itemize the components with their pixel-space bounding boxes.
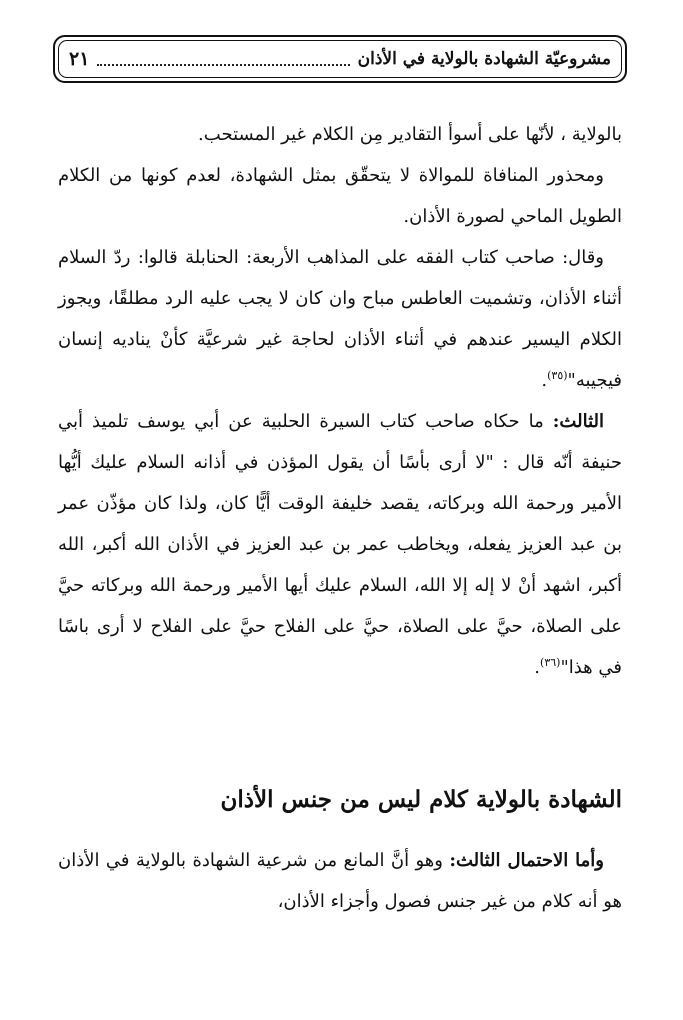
paragraph-3: [58, 237, 622, 401]
footnote-ref-35: (٣٥): [547, 369, 568, 382]
tail-paragraph: [58, 840, 622, 922]
running-header: [58, 40, 622, 78]
paragraph-4-text: ما حكاه صاحب كتاب السيرة الحلبية عن أبي يوسف تلميذ أبي حنيفة أنّه قال : "لا أرى بأسًا أن يقول المؤذن في أذانه السلام عليك أيُّها الأمير ورحمة الله وبركاته، يقصد خليفة الوقت أيًّا كان، ولذا كان مؤذّن عمر بن عبد العزيز يفعله، ويخاطب عمر بن عبد العزيز في الأذان الله أكبر، الله أكبر، اشهد أنْ لا إله إلا الله، السلام عليك أيها الأمير ورحمة الله وبركاته حيَّ على الصلاة، حيَّ على الصلاة، حيَّ على الفلاح حيَّ على الفلاح لا أرى باسًا في هذا": [58, 411, 622, 678]
footnote-ref-36: (٣٦): [540, 656, 561, 669]
tail-text: وهو أنَّ المانع من شرعية الشهادة بالولاية في الأذان هو أنه كلام من غير جنس فصول وأجزاء الأذان،: [58, 850, 622, 912]
paragraph-2: ومحذور المنافاة للموالاة لا يتحقّق بمثل الشهادة، لعدم كونها من الكلام الطويل الماحي لصورة الأذان.: [58, 165, 622, 227]
paragraph-4: [58, 401, 622, 688]
section-heading: الشهادة بالولاية كلام ليس من جنس الأذان: [220, 786, 622, 813]
paragraph-4-lead: الثالث:: [552, 411, 604, 432]
tail-lead: وأما الاحتمال الثالث:: [449, 850, 604, 871]
paragraph-1: بالولاية ، لأنّها على أسوأ التقادير مِن الكلام غير المستحب.: [198, 124, 622, 145]
running-title: مشروعيّة الشهادة بالولاية في الأذان: [357, 49, 611, 69]
dotted-leader: [97, 64, 349, 66]
page-number: ٢١: [69, 48, 90, 70]
body-text: [58, 114, 622, 688]
paragraph-4-end: .: [534, 657, 541, 678]
paragraph-3-text: وقال: صاحب كتاب الفقه على المذاهب الأربعة: الحنابلة قالوا: ردّ السلام أثناء الأذان، وتشميت العاطس مباح وان كان لا يجب عليه الرد مطلقًا، ويجوز الكلام اليسير عندهم في أثناء الأذان لحاجة غير شرعيَّة كأنْ يناديه إنسان فيجيبه": [58, 247, 622, 391]
paragraph-3-end: .: [541, 370, 548, 391]
